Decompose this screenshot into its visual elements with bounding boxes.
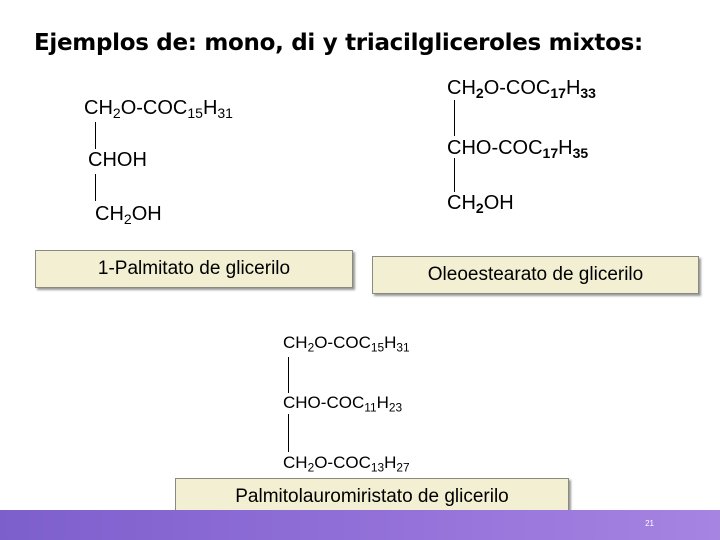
molecule-3-line-2: CHO-$COC_{11}H_{23}$ — [283, 393, 403, 415]
molecule-1-line-1: $CH_2O-COC_{15}H_{31}$ — [84, 97, 233, 122]
molecule-2-bond-2 — [454, 158, 455, 192]
molecule-3-bond-2 — [288, 414, 289, 452]
molecule-2-label: Oleoestearato de glicerilo — [372, 256, 699, 294]
slide-title: Ejemplos de: mono, di y triacilgliceroles mixtos: — [34, 30, 643, 56]
molecule-3-line-3: $CH_2O-COC_{13}H_{27}$ — [283, 453, 410, 475]
molecule-3-label: Palmitolauromiristato de glicerilo — [175, 478, 569, 516]
molecule-1-bond-2 — [95, 174, 96, 201]
molecule-1-line-3: $CH_2OH$ — [95, 203, 162, 228]
molecule-1-line-2: CHOH — [88, 149, 147, 171]
footer-bar — [0, 510, 720, 540]
molecule-1-label: 1-Palmitato de glicerilo — [35, 250, 353, 288]
molecule-3-line-1: $CH_2O-COC_{15}H_{31}$ — [283, 333, 410, 355]
molecule-3-bond-1 — [288, 357, 289, 393]
molecule-2-bond-1 — [454, 100, 455, 136]
molecule-2-line-3: $CH_2OH$ — [447, 192, 514, 217]
molecule-1-bond-1 — [95, 122, 96, 149]
page-number: 21 — [645, 519, 654, 528]
molecule-2-line-2: CHO-$COC_{17}H_{35}$ — [447, 137, 589, 162]
molecule-2-line-1: $CH_2O-COC_{17}H_{33}$ — [447, 77, 596, 102]
